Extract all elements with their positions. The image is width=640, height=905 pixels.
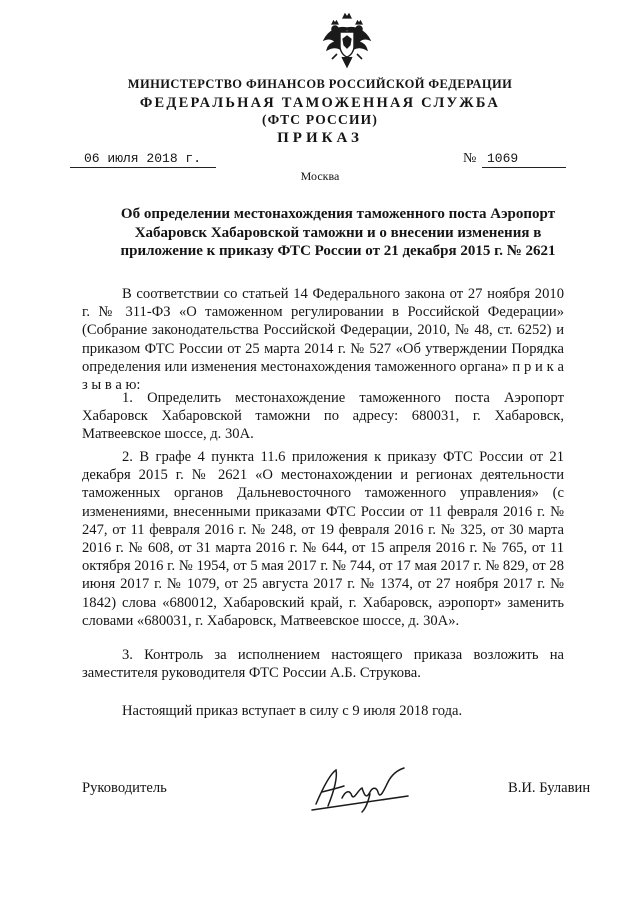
body-paragraph-3: 2. В графе 4 пункта 11.6 приложения к приказу ФТС России от 21 декабря 2015 г. № 2621 «О местонахождении и регионах деятельности таможенных органов Дальневосточного таможенного управления» (с изменениями, внесенными приказами ФТС России от 11 февраля 2016 г. № 247, от 11 февраля 2016 г. № 248, от 19 февраля 2016 г. № 325, от 30 марта 2016 г. № 608, от 31 марта 2016 г. № 644, от 15 апреля 2016 г. № 765, от 11 октября 2016 г. № 1954, от 5 мая 2017 г. № 744, от 17 мая 2017 г. № 829, от 28 июня 2017 г. № 1079, от 25 августа 2017 г. № 1374, от 27 ноября 2017 г. № 1842) слова «680012, Хабаровский край, г. Хабаровск, аэропорт» заменить словами «680031, г. Хабаровск, Матвеевское шоссе, д. 30А». (82, 449, 564, 629)
service-name: ФЕДЕРАЛЬНАЯ ТАМОЖЕННАЯ СЛУЖБА (139, 95, 501, 111)
handwritten-signature-icon (308, 760, 418, 816)
ministry-name: МИНИСТЕРСТВО ФИНАНСОВ РОССИЙСКОЙ ФЕДЕРАЦИИ (127, 77, 513, 91)
body-paragraph-4: 3. Контроль за исполнением настоящего приказа возложить на заместителя руководителя ФТС России А.Б. Струкова. (82, 647, 564, 682)
order-number-label: № (463, 151, 477, 166)
date-underline (70, 167, 216, 168)
number-underline (482, 167, 566, 168)
service-abbreviation: (ФТС РОССИИ) (261, 112, 379, 127)
effective-date-paragraph: Настоящий приказ вступает в силу с 9 июля 2018 года. (122, 703, 463, 719)
order-number: 1069 (487, 151, 519, 166)
city: Москва (300, 169, 340, 183)
signatory-name: В.И. Булавин (508, 780, 591, 796)
body-paragraph-1: В соответствии со статьей 14 Федерального закона от 27 ноября 2010 г. № 311-ФЗ «О таможенном регулировании в Российской Федерации» (Собрание законодательства Российской Федерации, 2010, № 48, ст. 6252) и приказом ФТС России от 25 марта 2014 г. № 527 «Об утверждении Порядка определения или изменения местонахождения таможенного органа» п р и к а з ы в а ю: (82, 286, 564, 394)
document-type: ПРИКАЗ (277, 130, 363, 146)
signatory-role: Руководитель (82, 780, 167, 796)
order-date: 06 июля 2018 г. (84, 151, 202, 166)
double-headed-eagle-emblem-icon (321, 12, 373, 70)
order-title: Об определении местонахождения таможенного поста Аэропорт Хабаровск Хабаровской таможни и о внесении изменения в приложение к приказу ФТС России от 21 декабря 2015 г. № 2621 (120, 206, 556, 259)
body-paragraph-2: 1. Определить местонахождение таможенного поста Аэропорт Хабаровск Хабаровской таможни по адресу: 680031, г. Хабаровск, Матвеевское шоссе, д. 30А. (82, 390, 564, 443)
